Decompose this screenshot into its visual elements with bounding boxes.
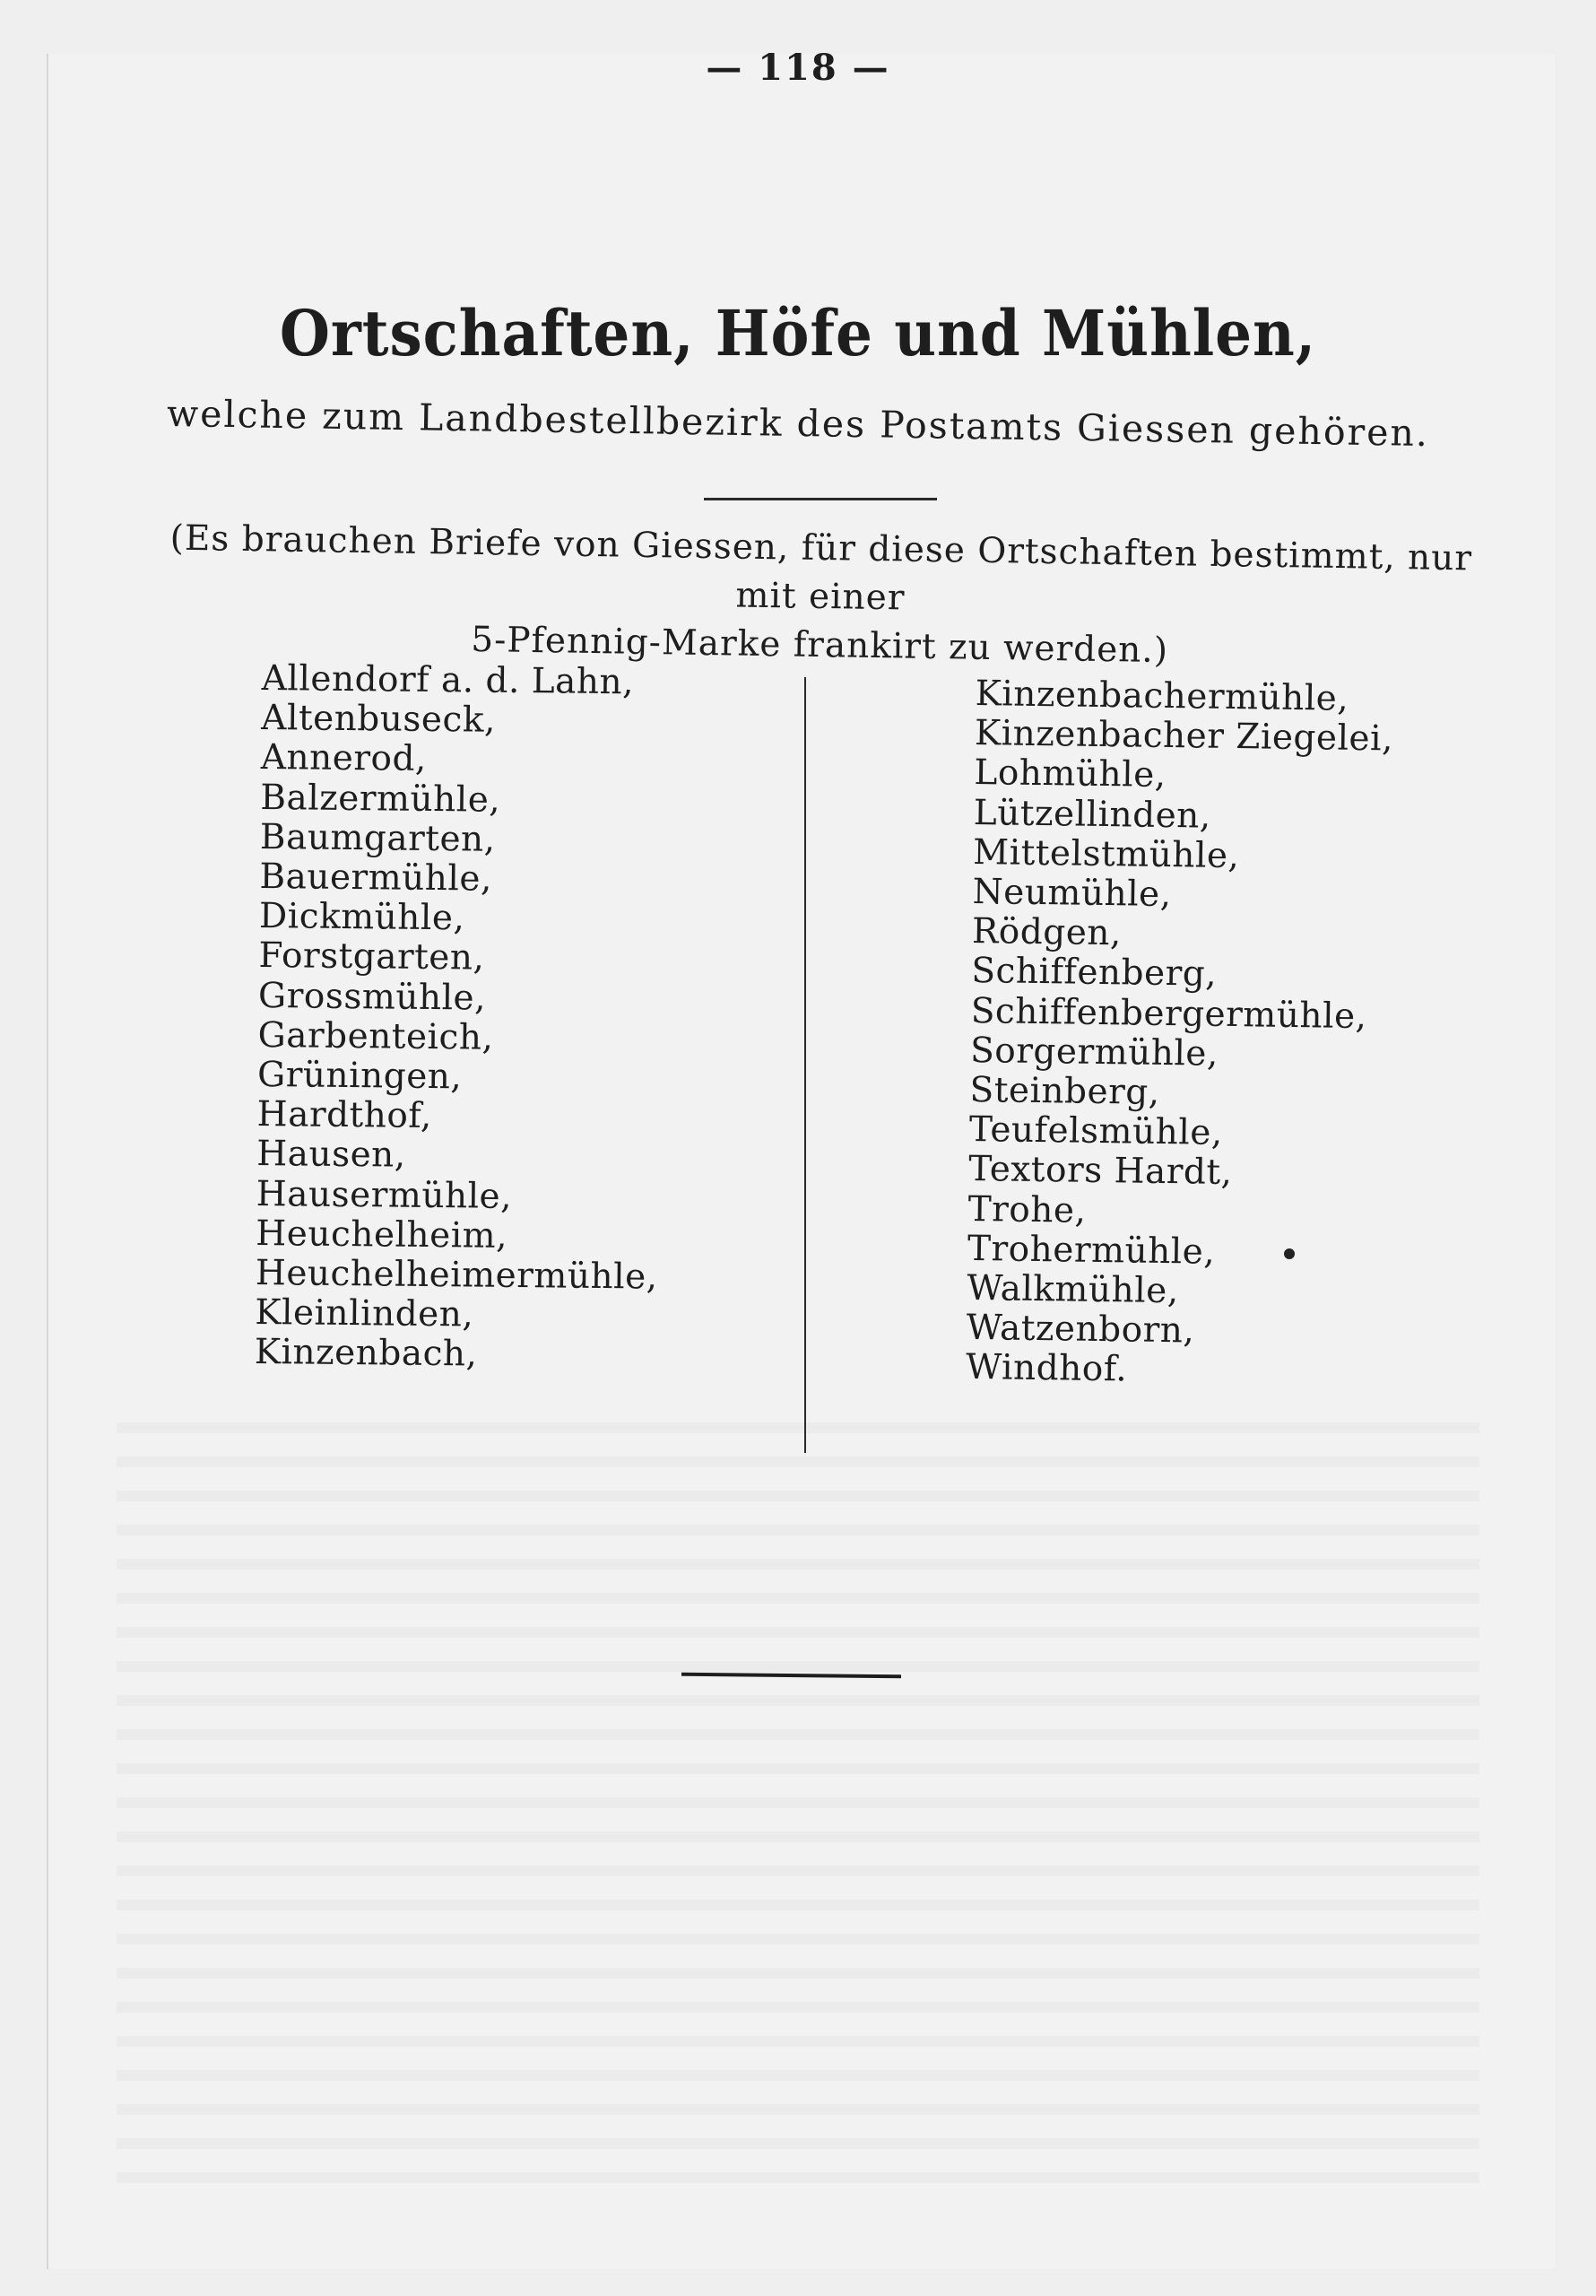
list-item: Heuchelheim,	[256, 1213, 508, 1257]
places-list-right	[966, 674, 1394, 1394]
list-item: Sorgermühle,	[969, 1030, 1219, 1074]
page-number: — 118 —	[706, 47, 890, 89]
list-item: Steinberg,	[969, 1069, 1160, 1113]
list-item: Watzenborn,	[966, 1308, 1195, 1352]
list-item: Trohermühle,	[967, 1228, 1216, 1273]
list-item: Altenbuseck,	[261, 698, 497, 741]
bleed-through-texture	[117, 1399, 1479, 2206]
postage-note	[134, 514, 1507, 681]
list-item: Lützellinden,	[973, 792, 1212, 837]
list-item: Forstgarten,	[258, 935, 485, 979]
page-title: Ortschaften, Höfe und Mühlen,	[279, 296, 1317, 370]
list-item: Teufelsmühle,	[968, 1109, 1224, 1154]
list-item: Grossmühle,	[257, 975, 487, 1019]
list-item: Grüningen,	[256, 1055, 463, 1098]
list-item: Kleinlinden,	[255, 1292, 474, 1335]
list-item: Garbenteich,	[257, 1014, 494, 1058]
list-item: Mittelstmühle,	[972, 831, 1240, 876]
list-item: Textors Hardt,	[967, 1149, 1233, 1194]
list-item: Heuchelheimermühle,	[255, 1253, 658, 1298]
column-divider	[804, 677, 806, 1453]
list-item: Neumühle,	[972, 871, 1172, 916]
list-item: Kinzenbach,	[254, 1332, 478, 1376]
list-item: Schiffenbergermühle,	[970, 990, 1367, 1037]
list-item: Annerod,	[260, 737, 428, 780]
list-item: Bauermühle,	[259, 857, 493, 900]
list-item: Balzermühle,	[260, 777, 501, 821]
list-item: Rödgen,	[971, 911, 1123, 954]
list-item: Allendorf a. d. Lahn,	[261, 658, 635, 703]
list-item: Dickmühle,	[258, 896, 465, 939]
places-list-left	[255, 659, 664, 1377]
list-item: Hausermühle,	[256, 1173, 513, 1217]
list-item: Kinzenbacher Ziegelei,	[974, 713, 1394, 760]
list-item: Baumgarten,	[259, 816, 496, 860]
list-item: Walkmühle,	[967, 1267, 1179, 1312]
page-subtitle: welche zum Landbestellbezirk des Postamts Giessen gehören.	[166, 391, 1430, 456]
list-item: Kinzenbachermühle,	[975, 674, 1349, 719]
list-item: Lohmühle,	[974, 752, 1167, 796]
list-item: Hardthof,	[256, 1094, 433, 1137]
list-item: Hausen,	[256, 1134, 406, 1177]
title-rule	[704, 498, 937, 500]
list-item: Trohe,	[967, 1188, 1087, 1231]
ink-speck	[1284, 1248, 1295, 1259]
postage-note-line-2: 5-Pfennig-Marke frankirt zu werden.)	[470, 619, 1169, 672]
postage-note-line-1: (Es brauchen Briefe von Giessen, für diese Ortschaften bestimmt, nur mit einer	[169, 517, 1473, 619]
list-item: Schiffenberg,	[971, 951, 1218, 996]
list-item: Windhof.	[965, 1347, 1128, 1390]
